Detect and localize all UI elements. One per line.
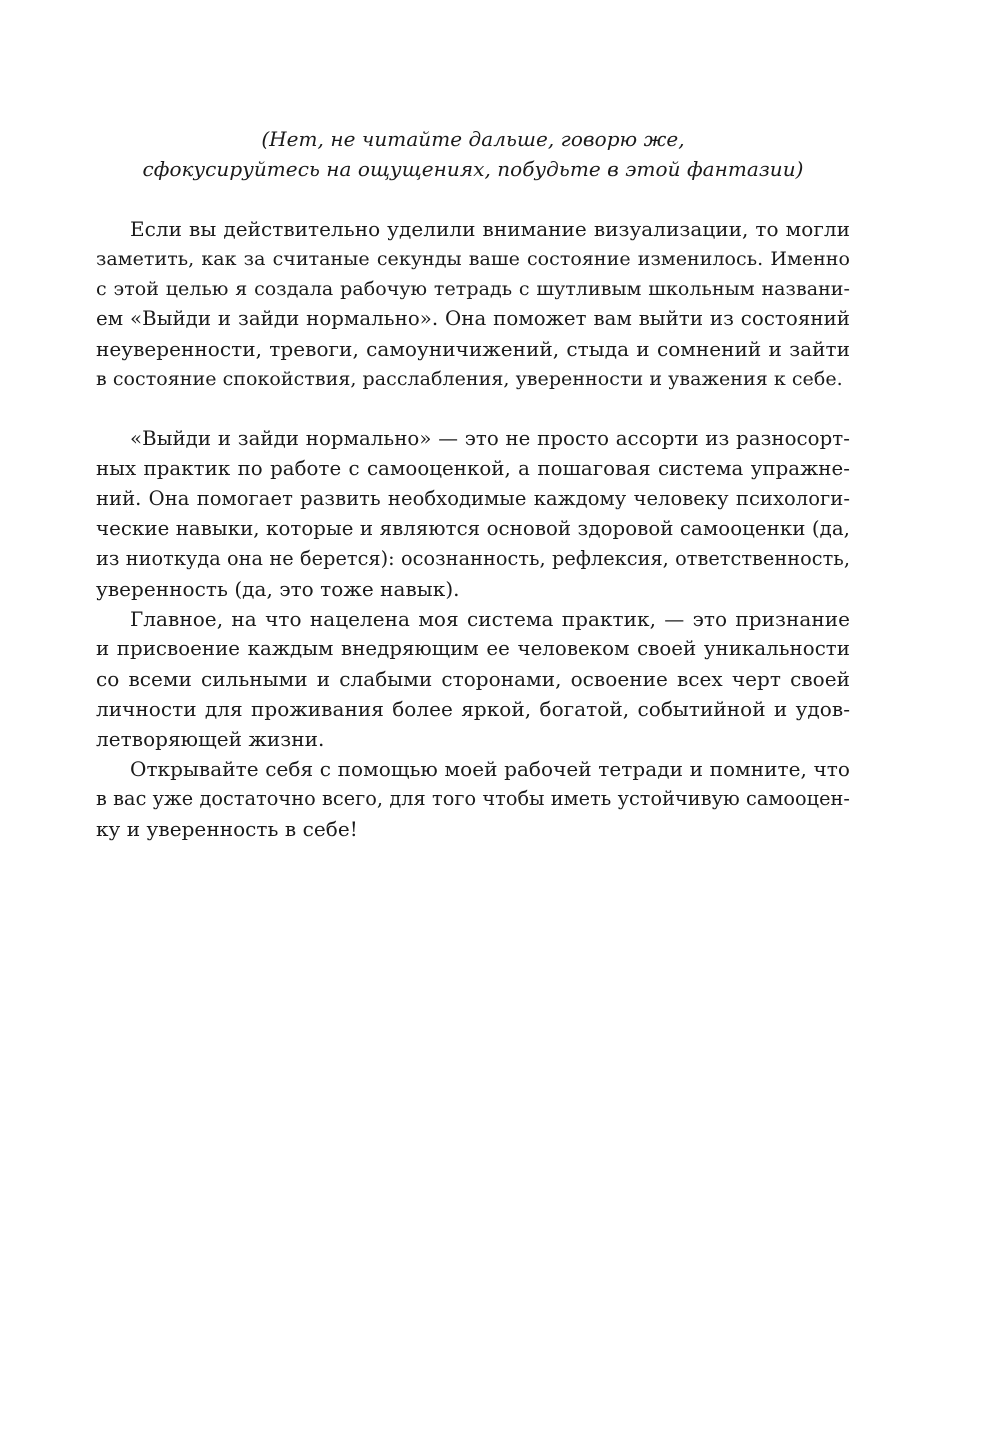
text-line: личности для проживания более яркой, богатой, событийной и удов-: [96, 697, 850, 721]
text-line: ний. Она помогает развить необходимые каждому человеку психологи-: [96, 487, 850, 510]
text-line: из ниоткуда она не берется): осознанность, рефлексия, ответственность,: [96, 547, 850, 570]
text-line: Если вы действительно уделили внимание визуализации, то могли: [130, 217, 850, 241]
text-line: в состояние спокойствия, расслабления, уверенности и уважения к себе.: [96, 368, 843, 390]
text-line: неуверенности, тревоги, самоуничижений, стыда и сомнений и зайти: [96, 337, 850, 361]
text-line: заметить, как за считаные секунды ваше состояние изменилось. Именно: [96, 248, 850, 270]
note-line: сфокусируйтесь на ощущениях, побудьте в этой фантазии): [142, 157, 804, 181]
note-line: (Нет, не читайте дальше, говорю же,: [261, 127, 685, 151]
text-line: Главное, на что нацелена моя система практик, — это признание: [130, 607, 850, 631]
paragraphs-workbook: [96, 424, 850, 844]
text-line: и присвоение каждым внедряющим ее человеком своей уникальности: [96, 637, 850, 660]
paragraph-visualization: [96, 214, 850, 394]
text-line: ку и уверенность в себе!: [96, 817, 358, 841]
text-line: уверенность (да, это тоже навык).: [96, 577, 460, 601]
text-line: ем «Выйди и зайди нормально». Она поможет вам выйти из состояний: [96, 307, 850, 330]
text-line: со всеми сильными и слабыми сторонами, освоение всех черт своей: [96, 667, 850, 691]
text-line: в вас уже достаточно всего, для того чтобы иметь устойчивую самооцен-: [96, 787, 850, 810]
text-line: с этой целью я создала рабочую тетрадь с шутливым школьным названи-: [96, 278, 850, 300]
text-line: летворяющей жизни.: [96, 727, 325, 751]
text-line: ческие навыки, которые и являются основой здоровой самооценки (да,: [96, 517, 850, 540]
text-line: Открывайте себя с помощью моей рабочей тетради и помните, что: [130, 757, 850, 781]
text-line: ных практик по работе с самооценкой, а пошаговая система упражне-: [96, 457, 850, 480]
italic-note: [96, 124, 850, 184]
text-line: «Выйди и зайди нормально» — это не просто ассорти из разносорт-: [130, 427, 850, 450]
